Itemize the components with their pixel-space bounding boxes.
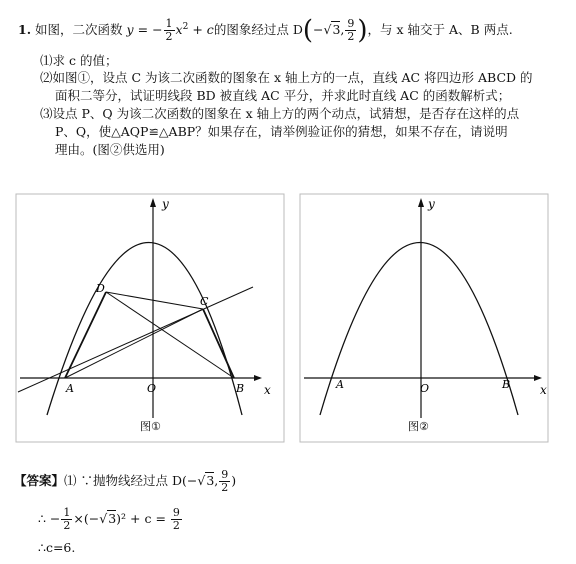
func-plus: +	[192, 22, 203, 38]
problem-number: 1.	[18, 22, 32, 38]
answer-line1-den: 2	[221, 481, 229, 494]
pointd-y-num: 9	[347, 17, 355, 31]
fig2-x-label: x	[540, 383, 547, 397]
stem-mid: 的图象经过点	[213, 22, 289, 38]
fig1-a-label: A	[66, 382, 74, 395]
part-3-line-2: P、Q，使△AQP≌△ABP？如果存在，请举例验证你的猜想，如果不存在，请说明	[55, 124, 508, 139]
fig2-a-label: A	[336, 378, 344, 391]
answer-line2-den: 2	[63, 519, 71, 532]
fig1-b-label: B	[236, 382, 245, 395]
answer-line2-rest: )² + c =	[116, 511, 166, 526]
answer-line1-close: )	[231, 473, 237, 488]
answer-tag: 【答案】	[14, 473, 65, 488]
pointd-x-sqrt: 3	[332, 22, 341, 38]
part-1: ⑴求 c 的值；	[40, 53, 118, 68]
stem-prefix: 如图，二次函数	[35, 22, 123, 38]
problem-stem: 1. 如图，二次函数 y = − $\frac{1}{2}$ $x^2 + c$的图象经过点 D(−√3, $\frac{9}{2}$ )，与 x 轴交于 A、B 两点.	[18, 15, 513, 46]
fig2-origin-label: O	[420, 382, 430, 395]
answer-line1-sqrt: 3	[206, 473, 215, 488]
func-c: c	[206, 22, 214, 38]
fig2-x-arrow	[534, 375, 542, 381]
pointd-y-den: 2	[347, 30, 355, 44]
fig2-y-arrow	[418, 198, 424, 207]
answer-line1-comma: ,	[214, 473, 219, 488]
func-x: x	[175, 22, 183, 38]
fig1-y-arrow	[150, 198, 156, 207]
coef-sign: −	[152, 22, 163, 38]
answer-line-1: 【答案】⑴ ∵抛物线经过点 D(−√3, $\frac{9}{2}$ )	[14, 468, 237, 494]
answer-line2-rnum: 9	[172, 506, 180, 519]
answer-line2-fraction	[61, 507, 72, 532]
answer-line-3: ∴c=6.	[38, 540, 76, 555]
pointd-y-fraction	[345, 18, 356, 43]
left-paren: (	[302, 15, 313, 46]
fig1-line-dc	[106, 292, 203, 309]
fig1-d-label: D	[96, 282, 105, 295]
stem-end: ，与 x 轴交于 A、B 两点.	[367, 22, 513, 38]
coef-num: 1	[165, 17, 173, 31]
figure-1-frame	[16, 194, 284, 442]
func-y: y	[126, 22, 134, 38]
fig2-caption: 图②	[408, 420, 429, 433]
fig1-line-ad	[65, 292, 106, 378]
figure-2-frame	[300, 194, 548, 442]
fig2-y-label: y	[428, 197, 435, 211]
fig2-b-label: B	[502, 378, 511, 391]
func-eq: =	[137, 22, 149, 38]
fig1-origin-label: O	[147, 382, 157, 395]
fig1-line-ac-extended	[18, 287, 253, 392]
fig1-c-label: C	[200, 295, 209, 308]
part-2-line-1: ⑵如图①，设点 C 为该二次函数的图象在 x 轴上方的一点，直线 AC 将四边形 ABCD 的	[40, 70, 533, 85]
fig1-x-label: x	[264, 383, 271, 397]
answer-line2-therefore: ∴ −	[38, 511, 61, 526]
fig1-y-label: y	[162, 197, 169, 211]
answer-line2-num: 1	[63, 506, 71, 519]
answer-line1-fraction	[219, 469, 230, 494]
part-3-line-1: ⑶设点 P、Q 为该二次函数的图象在 x 轴上方的两个动点，试猜想，是否存在这样的点	[40, 106, 520, 121]
answer-line2-sqrt: 3	[108, 511, 117, 526]
fig1-x-arrow	[254, 375, 262, 381]
fig1-caption: 图①	[140, 420, 161, 433]
fig2-parabola	[320, 243, 518, 416]
coef-fraction	[164, 18, 175, 43]
answer-line2-rden: 2	[172, 519, 180, 532]
answer-line2-times: ×(−	[73, 511, 100, 526]
answer-line1-num: 9	[221, 468, 229, 481]
part-2-line-2: 面积二等分，试证明线段 BD 被直线 AC 平分，并求此时直线 AC 的函数解析式；	[55, 88, 511, 103]
right-paren: )	[357, 15, 368, 46]
func-exp: 2	[182, 22, 189, 32]
point-d-label: D	[292, 22, 303, 38]
answer-line-2: ∴ − $\frac{1}{2}$ ×(−√3)² + c = $\frac{9}{2}$	[38, 506, 180, 532]
answer-line1-prefix: ⑴ ∵抛物线经过点 D(−	[64, 473, 198, 488]
coef-den: 2	[165, 30, 173, 44]
pointd-x-sign: −	[313, 22, 324, 38]
part-3-line-3: 理由。(图②供选用)	[55, 142, 165, 157]
answer-line2-rhs-fraction	[171, 507, 182, 532]
figures-svg	[0, 180, 576, 470]
